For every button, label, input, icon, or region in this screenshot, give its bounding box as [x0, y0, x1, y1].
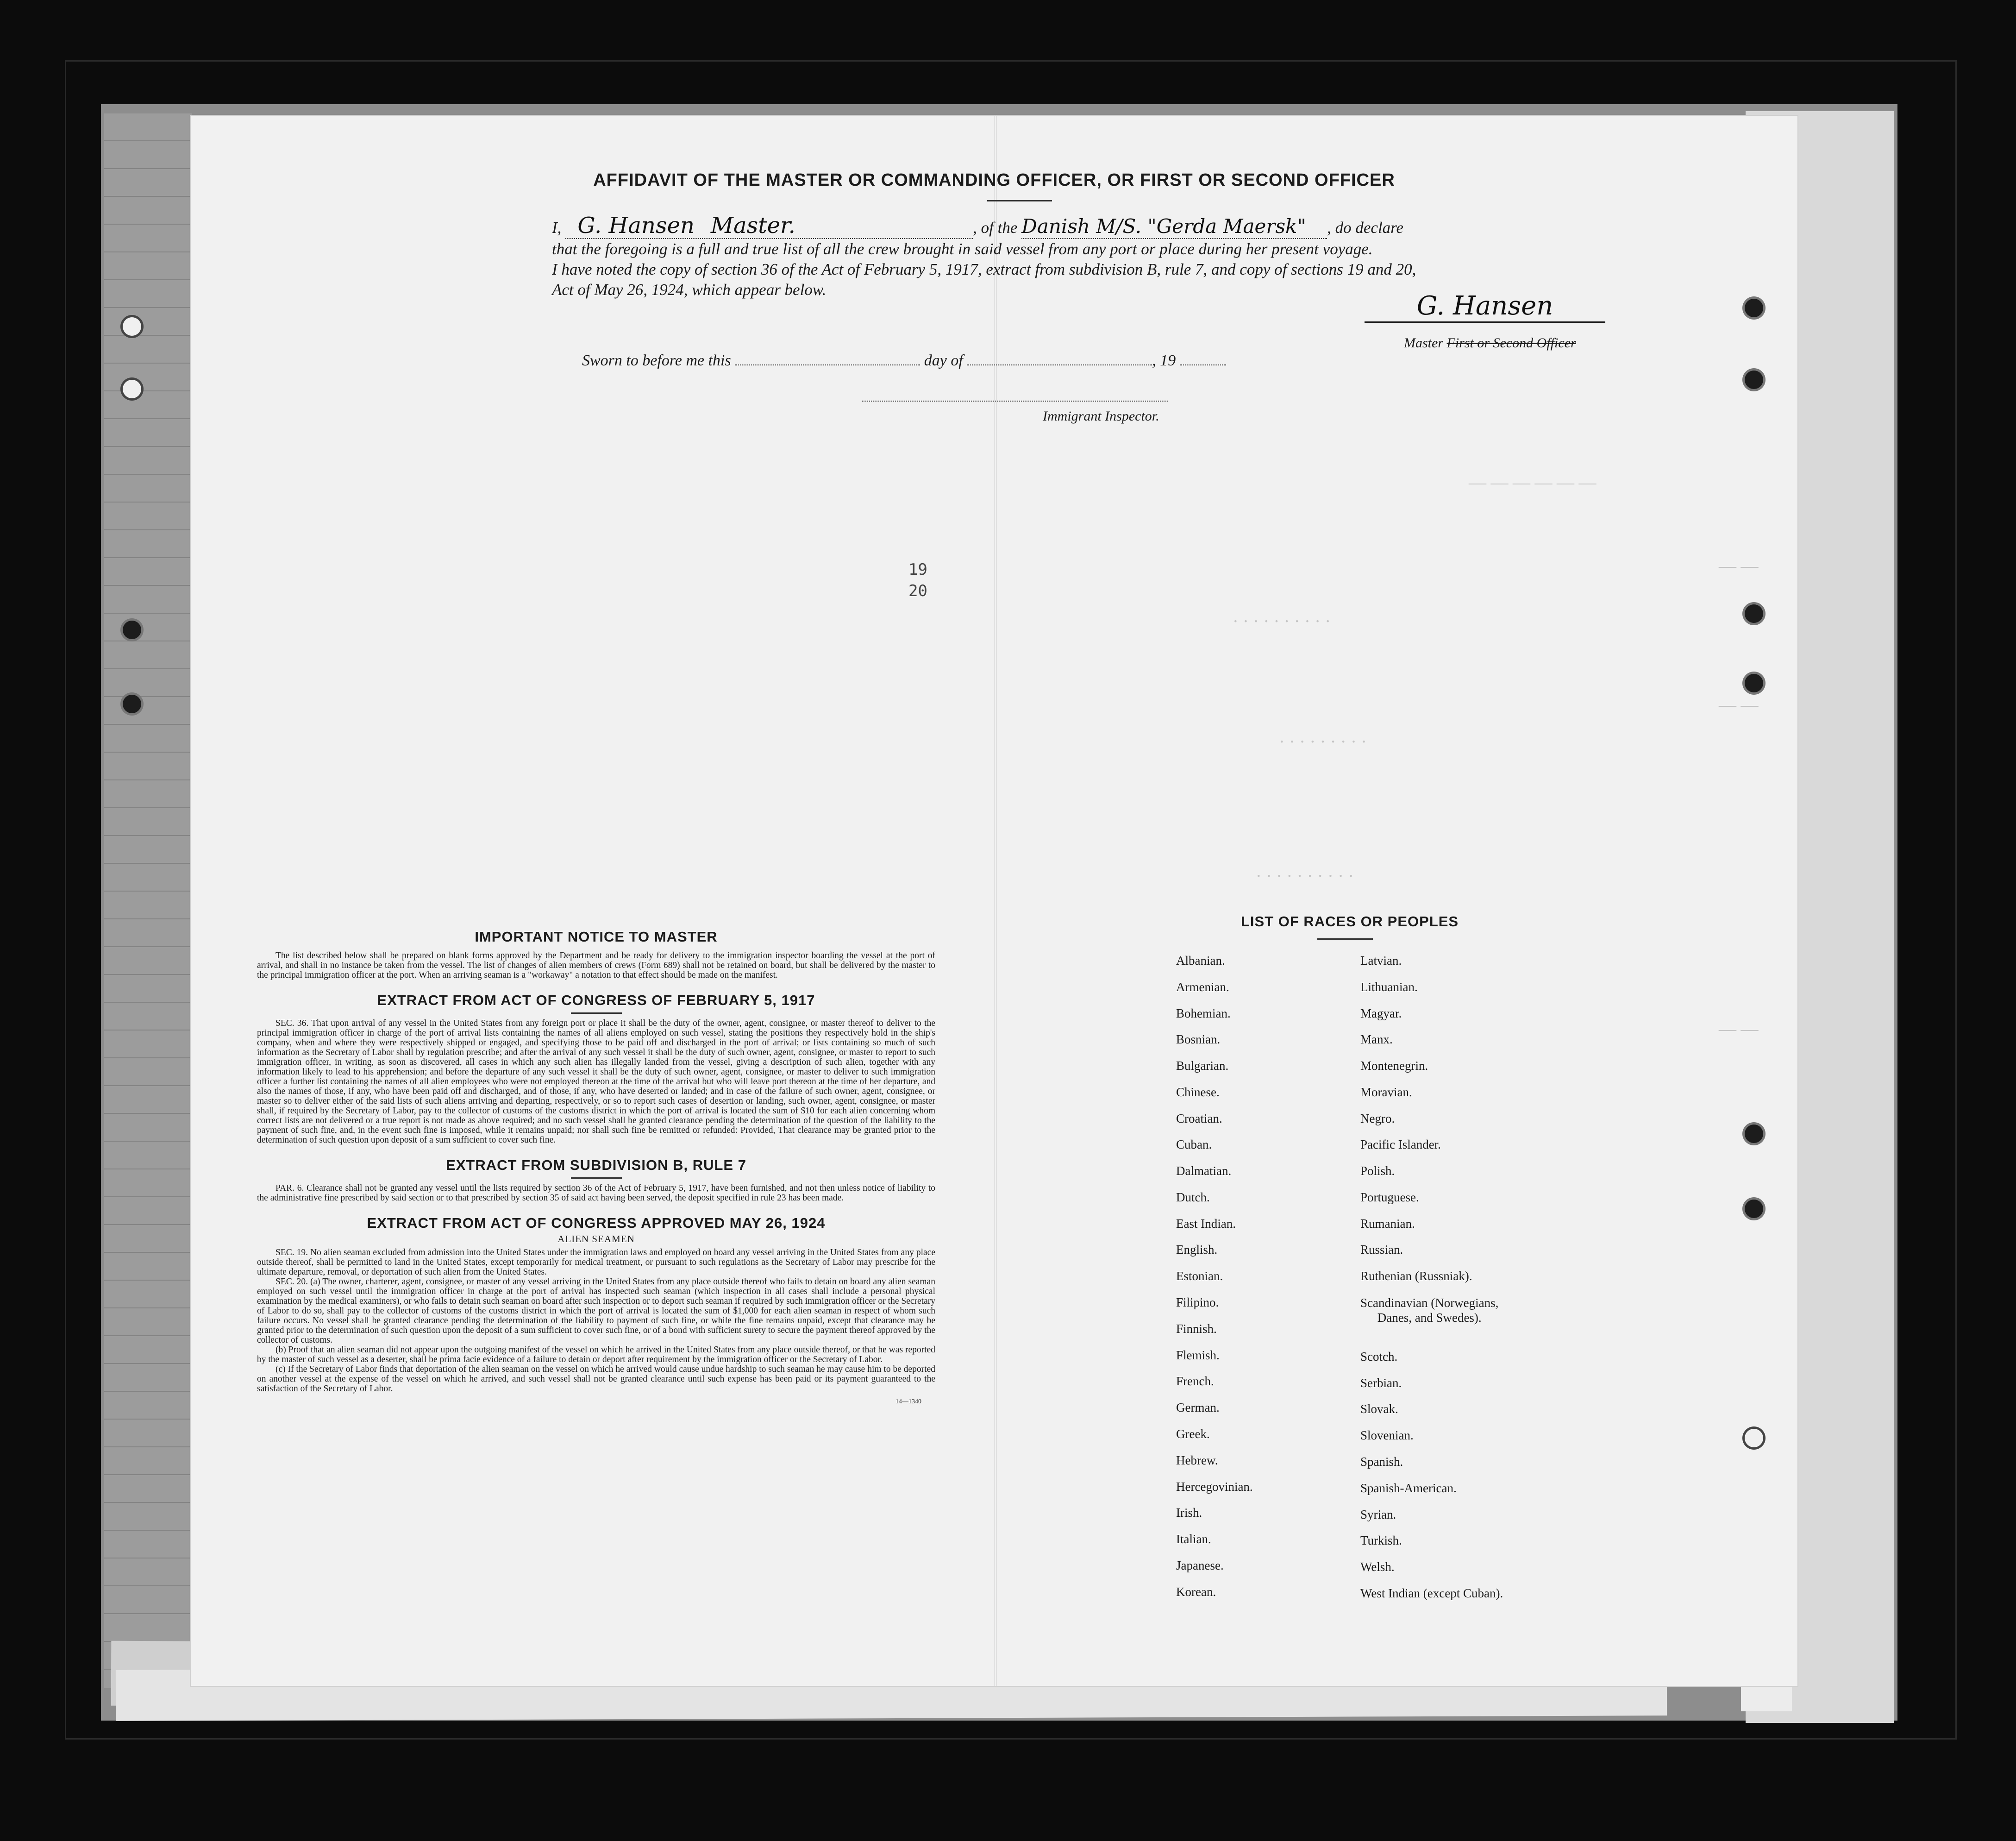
race-item: Spanish. [1360, 1455, 1403, 1469]
extract-1924-title: EXTRACT FROM ACT OF CONGRESS APPROVED MAY 26, 1924 [367, 1215, 826, 1231]
race-item: Filipino. [1176, 1295, 1219, 1309]
punch-hole [1745, 1429, 1763, 1447]
divider [1317, 938, 1373, 940]
race-item: Greek. [1176, 1427, 1210, 1441]
sworn-month-field[interactable] [967, 364, 1152, 365]
punch-hole [1745, 674, 1763, 692]
race-item: Bulgarian. [1176, 1059, 1229, 1073]
vessel-field[interactable] [1021, 216, 1327, 239]
punch-hole [123, 695, 141, 713]
sec-20b-text: (b) Proof that an alien seaman did not appear upon the outgoing manifest of the vessel on which he arrived in the United States from any place outside thereof, or that he was reported by the master of such vessel as a deserter, shall be prima facie evidence of a failure to detain or deport after requirement by the immigration officer or the Secretary of Labor. [257, 1345, 935, 1364]
affidavit-line-4: Act of May 26, 1924, which appear below. [552, 281, 826, 299]
race-item: Russian. [1360, 1243, 1403, 1257]
race-item: Latvian. [1360, 954, 1402, 968]
punch-hole [1745, 604, 1763, 623]
affidavit-title: AFFIDAVIT OF THE MASTER OR COMMANDING OFFICER, OR FIRST OR SECOND OFFICER [593, 170, 1395, 190]
race-item: Irish. [1176, 1506, 1202, 1520]
race-item: Serbian. [1360, 1376, 1402, 1390]
race-item: Flemish. [1176, 1348, 1220, 1362]
race-item: Lithuanian. [1360, 980, 1418, 994]
punch-hole [1745, 371, 1763, 389]
page-fold [994, 116, 997, 1686]
punch-hole [1745, 299, 1763, 317]
notice-text: The list described below shall be prepared on blank forms approved by the Department and be ready for delivery to the immigration inspector boarding the vessel at the port of arrival, and shall in no instance be taken from the vessel. The list of changes of alien members of crews (Form 689) shall not be retained on board, but shall be delivered by the master to the principal immigration officer at the port. When an arriving seaman is a "workaway" a notation to that effect should be made on the manifest. [257, 951, 935, 980]
race-item: Cuban. [1176, 1137, 1212, 1151]
race-item: Scotch. [1360, 1350, 1398, 1363]
race-item: German. [1176, 1401, 1220, 1414]
margin-marks [908, 560, 992, 603]
caption-struck-officer: First or Second Officer [1446, 335, 1576, 351]
race-item: Bosnian. [1176, 1032, 1221, 1046]
race-item: Dutch. [1176, 1190, 1210, 1204]
manifest-page: — — — — — — · · · · · · · · · · · · · · · · · · · · · · · · · · · · · — — — — — — AFFIDAVIT OF THE MASTER OR COMMANDING OFFICER, OR FIRST OR SECOND OFFICER I, G. Hansen Master. , of the Danish M/S. "Gerda Maersk" , do declare that the foregoing is a full and true list of all the crew brought in said vessel from any port or place during her present voyage. I have noted the copy of section 36 of the Act of February 5, 1917, extract from subdivision B, rule 7, and copy of sections 19 and 20, Act of May 26, 1924, which appear below. G. Hansen Master First or Second Officer Sworn to before me this day of , 19 Immigrant Inspector. 19 20 IMPORTANT NOTICE TO MASTER The list described below shall be prepared on blank forms approved by the Department and be ready for delivery to the immigration inspector boarding the vessel at the port of arrival, and shall in no instance be taken from the vessel. The list of changes of alien members of crews (Form 689) shall not be retained on board, but shall be delivered by the master to the principal immigration officer at the port. When an arriving seaman is a "workaway" a notation to that effect should be made on the manifest. EXTRACT FROM ACT OF CONGRESS OF FEBRUARY 5, 1917 SEC. 36. That upon arrival of any vessel in the United States from any foreign port or place it shall be the duty of the owner, agent, consignee, or master thereof to deliver to the principal immigration officer in charge of the port of arrival lists containing the names of all aliens employed on such vessel, stating the positions they respectively hold in the ship's company, when and where they were respectively shipped or engaged, and specifying those to be paid off and discharged in the port of arrival; or lists containing so much of such information as the Secretary of Labor shall by regulation prescribe; and after the arrival of any such vessel it shall be the duty of such owner, agent, consignee, or master to report to such immigration officer, in writing, as soon as discovered, all cases in which any such alien has illegally landed from the vessel, giving a description of such alien, together with any information likely to lead to his apprehension; and before the departure of any such vessel it shall be the duty of such owner, agent, consignee, or master to deliver to such immigration officer a further list containing the names of all alien employees who were not employed thereon at the time of the arrival but who will leave port thereon at the time of her departure, and also the names of those, if any, who have been paid off and discharged, and of those, if any, who have deserted or landed; and in case of the failure of such owner, agent, consignee, or master so to deliver either of the said lists of such aliens arriving and departing, respectively, or so to report such cases of desertion or landing, such owner, agent, consignee, or master shall, if required by the Secretary of Labor, pay to the collector of customs of the customs district in which the port of arrival is located the sum of $10 for each alien concerning whom correct lists are not delivered or a true report is not made as above required; and no such vessel shall be granted clearance pending the determination of the question of the liability to the payment of such fine, and, in the event such fine is imposed, while it remains unpaid; nor shall such fine be remitted or refunded: Provided, That clearance may be granted prior to the determination of such question upon deposit of a sum sufficient to cover such fine. EXTRACT FROM SUBDIVISION B, RULE 7 PAR. 6. Clearance shall not be granted any vessel until the lists required by section 36 of the Act of February 5, 1917, have been furnished, and not then unless notice of liability to the administrative fine prescribed by said section or to that prescribed by section 35 of said act having been served, the deposit specified in rule 23 has been made. EXTRACT FROM ACT OF CONGRESS APPROVED MAY 26, 1924 ALIEN SEAMEN SEC. 19. No alien seaman excluded from admission into the United States under the immigration laws and employed on board any vessel arriving in the United States from any place outside thereof, shall be permitted to land in the United States, except temporarily for medical treatment, or pursuant to such regulations as the Secretary of Labor may prescribe for the ultimate departure, removal, or deportation of such alien from the United States. SEC. 20. (a) The owner, charterer, agent, consignee, or master of any vessel arriving in the United States from any place outside thereof who fails to detain on board any alien seaman employed on such vessel until the immigration officer in charge at the port of arrival has inspected such seaman (which inspection in all cases shall include a personal physical examination by the medical examiners), or who fails to detain such seaman on board after such inspection or to deport such seaman if required by such immigration officer or the Secretary of Labor to do so, shall pay to the collector of customs of the customs district in which the port of arrival is located the sum of $1,000 for each alien seaman in respect of whom such failure occurs. No vessel shall be granted clearance pending the determination of the liability to payment of such fine, or while the fine remains unpaid, except that clearance may be granted prior to the determination of such question upon the deposit of a sum sufficient to cover such fine, or of a bond with sufficient surety to secure the payment thereof approved by the collector of customs. (b) Proof that an alien seaman did not appear upon the outgoing manifest of the vessel on which he arrived in the United States from any place outside thereof, or that he was reported by the master of such vessel as a deserter, shall be prima facie evidence of a failure to detain or deport after requirement by the immigration officer or the Secretary of Labor. (c) If the Secretary of Labor finds that deportation of the alien seaman on the vessel on which he arrived would cause undue hardship to such seaman he may cause him to be deported on another vessel at the expense of the vessel on which he arrived, and such vessel shall not be granted clearance until such expense has been paid or its payment guaranteed to the satisfaction of the Secretary of Labor. 14—1340 LIST OF RACES OR PEOPLES Albanian. Armenian. Bohemian. Bosnian. Bulgarian. Chinese. Croatian. Cuban. Dalmatian. Dutch. East Indian. English. Estonian. Filipino. Finnish. Flemish. French. German. Greek. Hebrew. Hercegovinian. Irish. Italian. Japanese. Korean. Latvian. Lithuanian. Magyar. Manx. Montenegrin. Moravian. Negro. Pacific Islander. Polish. Portuguese. Rumanian. Russian. Ruthenian (Russniak). Scandinavian (Norwegians, Danes, and Swedes). Scotch. Serbian. Slovak. Slovenian. Spanish. Spanish-American. Syrian. Turkish. Welsh. West Indian (except Cuban). [191, 116, 1797, 1686]
declare-label: , do declare [1327, 219, 1404, 237]
extract-1917-text: SEC. 36. That upon arrival of any vessel in the United States from any foreign port or place it shall be the duty of the owner, agent, consignee, or master thereof to deliver to the principal immigration officer in charge of the port of arrival lists containing the names of all aliens employed on such vessel, stating the positions they respectively hold in the ship's company, when and where they were respectively shipped or engaged, and specifying those to be paid off and discharged in the port of arrival; or lists containing so much of such information as the Secretary of Labor shall by regulation prescribe; and after the arrival of any such vessel it shall be the duty of such owner, agent, consignee, or master to report to such immigration officer, in writing, as soon as discovered, all cases in which any such alien has illegally landed from the vessel, giving a description of such alien, together with any information likely to lead to his apprehension; and before the departure of any such vessel it shall be the duty of such owner, agent, consignee, or master to deliver to such immigration officer a further list containing the names of all alien employees who were not employed thereon at the time of the arrival but who will leave port thereon at the time of her departure, and also the names of those, if any, who have been paid off and discharged, and of those, if any, who have deserted or landed; and in case of the failure of such owner, agent, consignee, or master so to deliver either of the said lists of such aliens arriving and departing, respectively, or so to report such cases of desertion or landing, such owner, agent, consignee, or master shall, if required by the Secretary of Labor, pay to the collector of customs of the customs district in which the port of arrival is located the sum of $10 for each alien concerning whom correct lists are not delivered or a true report is not made as above required; and no such vessel shall be granted clearance pending the determination of the question of the liability to the payment of such fine, and, in the event such fine is imposed, while it remains unpaid; nor shall such fine be remitted or refunded: Provided, That clearance may be granted prior to the determination of such question upon deposit of a sum sufficient to cover such fine. [257, 1018, 935, 1145]
race-item: Turkish. [1360, 1533, 1402, 1547]
race-item: Scandinavian (Norwegians, Danes, and Swedes). [1360, 1296, 1499, 1325]
extract-rule7-text: PAR. 6. Clearance shall not be granted any vessel until the lists required by section 36 of the Act of February 5, 1917, have been furnished, and not then unless notice of liability to the administrative fine prescribed by said section or to that prescribed by section 35 of said act having been served, the deposit specified in rule 23 has been made. [257, 1183, 935, 1203]
punch-hole [123, 621, 141, 639]
sec-19-text: SEC. 19. No alien seaman excluded from admission into the United States under the immigration laws and employed on board any vessel arriving in the United States from any place outside thereof, shall be permitted to land in the United States, except temporarily for medical treatment, or pursuant to such regulations as the Secretary of Labor may prescribe for the ultimate departure, removal, or deportation of such alien from the United States. [257, 1248, 935, 1277]
sec-20c-text: (c) If the Secretary of Labor finds that deportation of the alien seaman on the vessel on which he arrived would cause undue hardship to such seaman he may cause him to be deported on another vessel at the expense of the vessel on which he arrived, and such vessel shall not be granted clearance until such expense has been paid or its payment guaranteed to the satisfaction of the Secretary of Labor. [257, 1364, 935, 1394]
race-item: Japanese. [1176, 1558, 1224, 1572]
sworn-label: Sworn to before me this [582, 352, 731, 369]
notice-title: IMPORTANT NOTICE TO MASTER [475, 929, 718, 945]
race-item: Hercegovinian. [1176, 1480, 1253, 1494]
affidavit-line-2: that the foregoing is a full and true list of all the crew brought in said vessel from any port or place during her present voyage. [552, 240, 1373, 258]
year-label: , 19 [1152, 352, 1176, 369]
race-item: Portuguese. [1360, 1190, 1419, 1204]
sworn-year-field[interactable] [1180, 364, 1226, 365]
extract-rule7-title: EXTRACT FROM SUBDIVISION B, RULE 7 [446, 1157, 746, 1173]
race-item: Spanish-American. [1360, 1481, 1457, 1495]
caption-master: Master [1404, 335, 1443, 351]
race-item: Welsh. [1360, 1560, 1395, 1574]
race-item: Manx. [1360, 1032, 1393, 1046]
underlying-ledger-strip [104, 113, 192, 1688]
of-the-label: , of the [973, 219, 1018, 237]
race-item: Bohemian. [1176, 1006, 1231, 1020]
race-item: Armenian. [1176, 980, 1229, 994]
i-label: I, [552, 219, 562, 237]
margin-mark: 19 [908, 560, 927, 579]
inspector-label: Immigrant Inspector. [1043, 408, 1159, 424]
affidavit-declaration [552, 215, 1617, 300]
vessel-name: Danish M/S. "Gerda Maersk" [1021, 215, 1306, 238]
form-number: 14—1340 [895, 1398, 921, 1405]
notices-column [257, 929, 935, 1406]
divider [571, 1177, 622, 1179]
signature-caption [1404, 335, 1576, 351]
punch-hole [1745, 1200, 1763, 1218]
race-item: Rumanian. [1360, 1217, 1415, 1231]
race-item: Dalmatian. [1176, 1164, 1232, 1178]
race-item: Moravian. [1360, 1085, 1412, 1099]
race-item: Polish. [1360, 1164, 1395, 1178]
race-item: Montenegrin. [1360, 1059, 1428, 1073]
officer-rank: Master. [710, 213, 795, 239]
sworn-day-field[interactable] [735, 364, 920, 365]
race-item: Syrian. [1360, 1508, 1396, 1521]
affidavit-line-3: I have noted the copy of section 36 of the Act of February 5, 1917, extract from subdivision B, rule 7, and copy of sections 19 and 20, [552, 260, 1416, 278]
officer-field[interactable] [565, 215, 973, 239]
divider [987, 200, 1052, 201]
inspector-signature-line[interactable] [862, 401, 1168, 402]
race-item: Italian. [1176, 1532, 1211, 1546]
punch-hole [123, 380, 141, 398]
race-item: Hebrew. [1176, 1453, 1218, 1467]
race-item: Ruthenian (Russniak). [1360, 1269, 1472, 1283]
officer-name: G. Hansen [577, 213, 695, 239]
margin-mark: 20 [908, 582, 927, 600]
race-item: Albanian. [1176, 954, 1225, 968]
master-signature[interactable]: G. Hansen [1365, 289, 1605, 323]
race-item: English. [1176, 1243, 1218, 1257]
extract-1917-title: EXTRACT FROM ACT OF CONGRESS OF FEBRUARY 5, 1917 [377, 992, 815, 1008]
race-item: Negro. [1360, 1112, 1395, 1125]
punch-hole [123, 317, 141, 336]
race-item: East Indian. [1176, 1217, 1236, 1231]
divider [571, 1012, 622, 1014]
race-item: French. [1176, 1374, 1214, 1388]
extract-1924-subtitle: ALIEN SEAMEN [557, 1233, 635, 1244]
race-item: Finnish. [1176, 1322, 1217, 1336]
race-item: Korean. [1176, 1585, 1216, 1599]
sworn-line [582, 352, 1226, 370]
race-item: West Indian (except Cuban). [1360, 1586, 1503, 1600]
race-item: Chinese. [1176, 1085, 1220, 1099]
sec-20a-text: SEC. 20. (a) The owner, charterer, agent, consignee, or master of any vessel arriving in the United States from any place outside thereof who fails to detain on board any alien seaman employed on such vessel until the immigration officer in charge at the port of arrival has inspected such seaman (which inspection in all cases shall include a personal physical examination by the medical examiners), or who fails to detain such seaman on board after such inspection or to deport such seaman if required by such immigration officer or the Secretary of Labor to do so, shall pay to the collector of customs of the customs district in which the port of arrival is located the sum of $1,000 for each alien seaman in respect of whom such failure occurs. No vessel shall be granted clearance pending the determination of the liability to payment of such fine, or while the fine remains unpaid, except that clearance may be granted prior to the determination of such question upon the deposit of a sum sufficient to cover such fine, or of a bond with sufficient surety to secure the payment thereof approved by the collector of customs. [257, 1277, 935, 1345]
races-title: LIST OF RACES OR PEOPLES [1241, 913, 1459, 930]
day-of-label: day of [924, 352, 963, 369]
race-item: Estonian. [1176, 1269, 1223, 1283]
race-item: Slovak. [1360, 1402, 1398, 1416]
race-item: Croatian. [1176, 1112, 1222, 1125]
race-item: Slovenian. [1360, 1428, 1414, 1442]
punch-hole [1745, 1125, 1763, 1143]
race-item: Magyar. [1360, 1006, 1402, 1020]
race-item: Pacific Islander. [1360, 1137, 1441, 1151]
